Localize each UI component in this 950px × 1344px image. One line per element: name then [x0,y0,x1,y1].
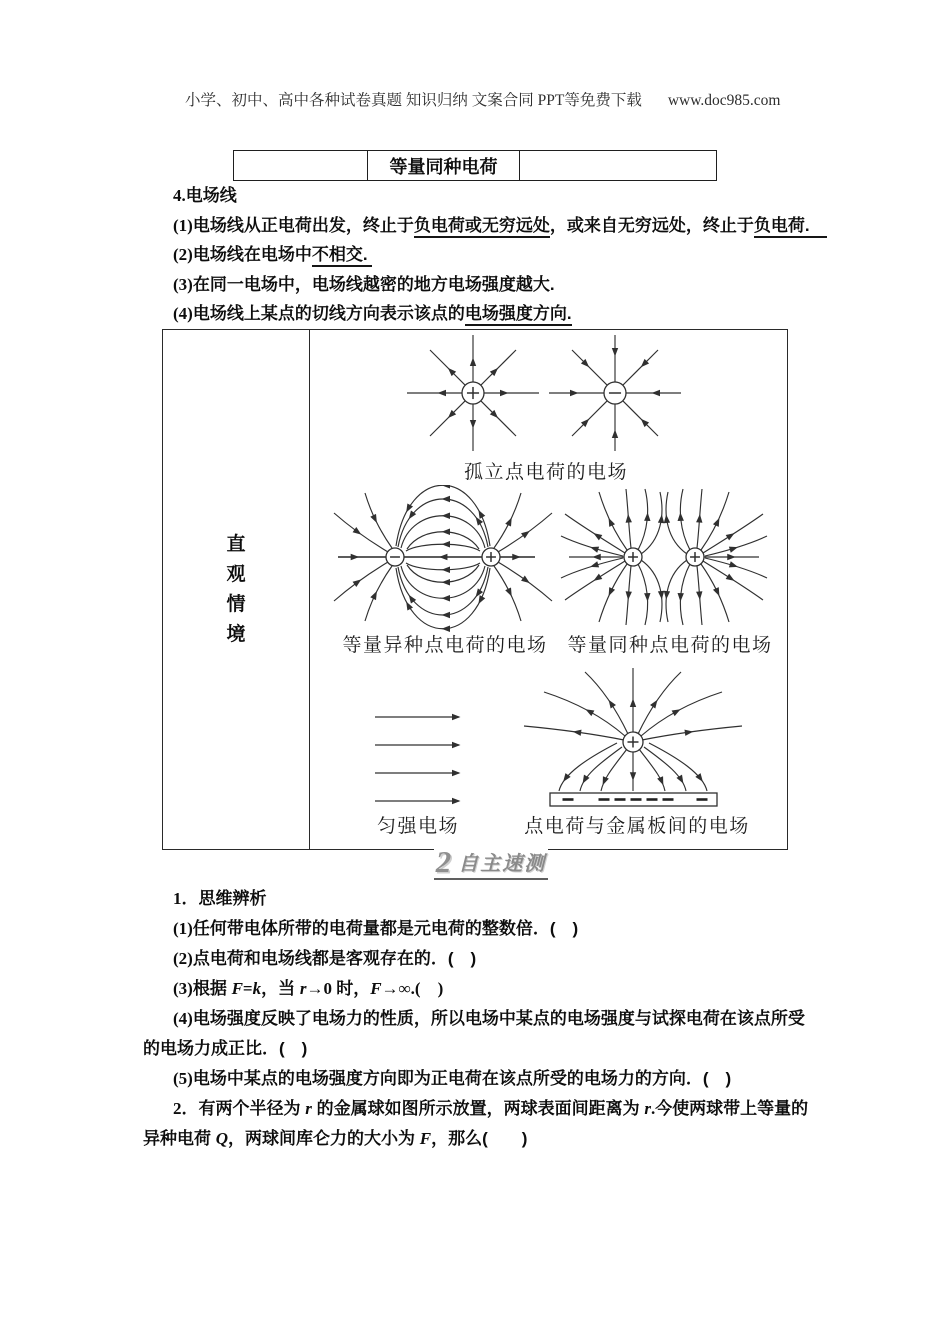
text-line: (4)电场线上某点的切线方向表示该点的电场强度方向. [143,299,903,329]
header-url: www.doc985.com [667,92,781,109]
row-header-char: 观 [226,564,246,585]
text-line: (4)电场强度反映了电场力的性质，所以电场中某点的电场强度与试探电荷在该点所受 [173,1009,805,1028]
table-row-header-visual-context [163,330,310,849]
header-text: 小学、初中、高中各种试卷真题 知识归纳 文案合同 PPT等免费下载 [185,92,642,109]
section-field-lines-text [143,181,903,329]
table-cell-empty-right [520,151,716,180]
caption-opposite: 等量异种点电荷的电场 [342,635,548,656]
self-test-section-badge [434,842,548,880]
text-line: (5)电场中某点的电场强度方向即为正电荷在该点所受的电场力的方向．( ) [173,1069,732,1088]
caption-uniform: 匀强电场 [376,816,459,837]
badge-label: 自主速测 [458,853,547,875]
row-header-char: 境 [226,624,246,645]
self-test-questions-text [143,884,903,1154]
row-header-char: 直 [226,534,246,555]
page-header [0,70,950,128]
text-line: (3)根据 F=k，当 r→0 时，F→∞.( ) [173,979,444,998]
text-line: 1．思维辨析 [173,889,267,908]
like-charges-field-diagram [556,485,786,635]
text-line: 异种电荷 Q，两球间库仑力的大小为 F，那么( ) [143,1129,528,1148]
table-cell-empty-left [234,151,368,180]
charge-and-plate-diagram [516,665,766,811]
caption-isolated: 孤立点电荷的电场 [463,462,628,483]
text-line: 2．有两个半径为 r 的金属球如图所示放置，两球表面间距离为 r.今使两球带上等量的 [173,1099,809,1118]
text-line: (3)在同一电场中，电场线越密的地方电场强度越大. [173,274,555,294]
opposite-charges-field-diagram [328,485,558,635]
field-diagram-table [162,329,788,850]
caption-plate: 点电荷与金属板间的电场 [524,816,750,837]
diagram-cell [310,330,787,849]
isolated-point-charges-diagram [388,331,688,459]
badge-number: 2 [435,844,452,879]
charge-type-table [233,150,717,181]
row-header-char: 情 [226,594,246,615]
text-line: (2)电场线在电场中不相交. [143,240,903,270]
text-line: 4.电场线 [173,186,237,205]
uniform-field-diagram [371,709,471,809]
text-line: (1)任何带电体所带的电荷量都是元电荷的整数倍．( ) [173,919,579,938]
table-cell-like-charges-label: 等量同种电荷 [368,151,520,180]
text-line: 的电场力成正比．( ) [143,1039,308,1058]
text-line: (2)点电荷和电场线都是客观存在的．( ) [173,949,477,968]
caption-like: 等量同种点电荷的电场 [567,635,773,656]
text-line: (1)电场线从正电荷出发，终止于负电荷或无穷远处，或来自无穷远处，终止于负电荷. [143,211,903,241]
